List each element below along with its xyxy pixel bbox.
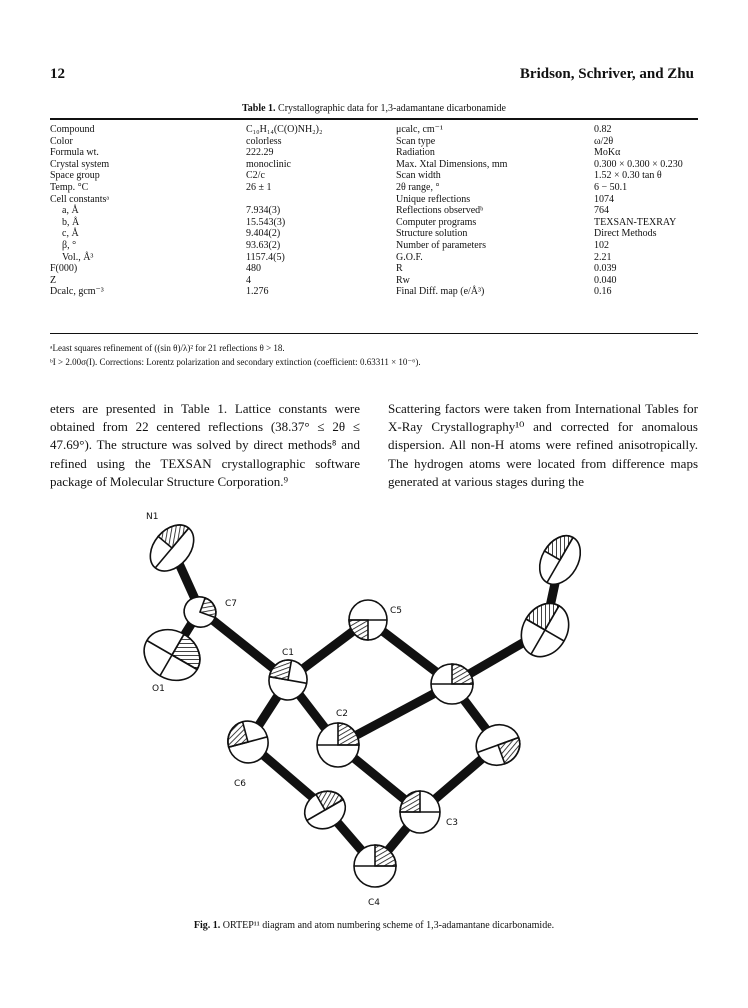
table-cell: Scan type <box>396 135 436 147</box>
atoms <box>135 517 589 887</box>
table-cell: Space group <box>50 170 100 182</box>
table-cell: Radiation <box>396 147 435 159</box>
figure-caption <box>0 920 748 931</box>
table-cell: μcalc, cm⁻¹ <box>396 124 443 135</box>
page-number: 12 <box>50 66 65 82</box>
atom-c11 <box>354 845 396 887</box>
table-cell: 6 − 50.1 <box>594 181 628 193</box>
table-cell: Structure solution <box>396 228 468 240</box>
table-cell: ω/2θ <box>594 135 614 147</box>
label-c2: C2 <box>336 709 349 719</box>
label-o1: O1 <box>152 684 165 694</box>
table-cell: Crystal system <box>50 158 110 170</box>
table-cell: colorless <box>246 135 282 147</box>
table-cell: Direct Methods <box>594 228 657 240</box>
table-cell: 764 <box>594 205 609 217</box>
table-cell: C2/c <box>246 170 265 182</box>
table-cell: Max. Xtal Dimensions, mm <box>396 158 508 170</box>
table-label: Table 1. <box>242 103 276 114</box>
table-cell: C₁₀H₁₄(C(O)NH₂)₂ <box>246 124 323 135</box>
table-cell: Computer programs <box>396 216 477 228</box>
bonds <box>172 548 560 866</box>
table-cell: 0.82 <box>594 124 612 135</box>
atom-c9 <box>512 595 578 665</box>
atom-c3 <box>431 664 473 704</box>
table-cell: Vol., Å³ <box>62 251 94 263</box>
table-cell: Dcalc, gcm⁻³ <box>50 286 104 298</box>
label-c3: C3 <box>446 818 459 828</box>
label-n1: N1 <box>146 512 159 522</box>
figure-caption-text: ORTEP¹¹ diagram and atom numbering scheme of 1,3-adamantane dicarbonamide. <box>222 920 555 931</box>
table-cell: Scan width <box>396 170 441 182</box>
body-text-left-column: eters are presented in Table 1. Lattice constants were obtained from 22 centered reflections (38.37° ≤ 2θ ≤ 47.69°). The structure was solved by direct methods⁸ and refined using the TEXSAN crystallographic software package of Molecular Structure Corporation.⁹ <box>50 401 360 489</box>
table-cell: 7.934(3) <box>246 205 281 217</box>
table-cell: 26 ± 1 <box>246 181 272 193</box>
table-cell: c, Å <box>62 228 79 240</box>
table-cell: 0.039 <box>594 263 617 275</box>
table-cell: 1.52 × 0.30 tan θ <box>594 170 662 182</box>
figure-label: Fig. 1. <box>193 920 221 931</box>
label-c4: C4 <box>368 898 381 908</box>
table-cell: Number of parameters <box>396 239 486 251</box>
atom-n2 <box>531 528 588 591</box>
table-cell: 1.276 <box>246 286 269 298</box>
table-cell: monoclinic <box>246 158 291 170</box>
label-c1: C1 <box>282 648 295 658</box>
table-cell: 4 <box>246 274 251 286</box>
table-cell: TEXSAN-TEXRAY <box>594 216 677 228</box>
label-c7: C7 <box>225 599 238 609</box>
atom-o1 <box>135 620 209 691</box>
table-cell: 15.543(3) <box>246 216 286 228</box>
table-cell: 1157.4(5) <box>246 251 285 263</box>
atom-c5 <box>349 600 387 640</box>
table-footnote-a: ᵃLeast squares refinement of ((sin θ)/λ)² for 21 reflections θ > 18. <box>50 343 285 353</box>
table-cell: Z <box>50 274 57 286</box>
label-c5: C5 <box>390 606 403 616</box>
table-cell: Reflections observedᵇ <box>396 205 484 217</box>
table-cell: 2.21 <box>594 251 612 263</box>
body-text-right-column: Scattering factors were taken from International Tables for X-Ray Crystallography¹⁰ and corrected for anomalous dispersion. All non-H atoms were refined anisotropically. The hydrogen atoms were located from difference maps generated at various stages during the <box>388 401 698 489</box>
table-cell: b, Å <box>62 216 80 228</box>
table-cell: F(000) <box>50 263 78 275</box>
table-cell: 102 <box>594 239 609 251</box>
table-cell: MoKα <box>594 147 621 159</box>
table-cell: Final Diff. map (e/Å³) <box>396 286 485 298</box>
table-cell: Color <box>50 135 73 147</box>
table-cell: 0.040 <box>594 274 617 286</box>
table-caption-text: Crystallographic data for 1,3-adamantane dicarbonamide <box>278 103 506 114</box>
label-c6: C6 <box>234 779 247 789</box>
table-cell: β, ° <box>62 239 77 251</box>
table-footnote-b: ᵇI > 2.00σ(I). Corrections: Lorentz polarization and secondary extinction (coefficient: 0.63311 × 10⁻⁶). <box>50 357 421 367</box>
table-cell: Rw <box>396 274 410 286</box>
table-cell: a, Å <box>62 205 79 217</box>
table-cell: Cell constantsᵃ <box>50 193 110 205</box>
table-cell: 0.16 <box>594 286 612 298</box>
table-cell: 2θ range, ° <box>396 181 440 193</box>
table-cell: G.O.F. <box>396 251 423 263</box>
running-head: Bridson, Schriver, and Zhu <box>519 66 694 82</box>
table-cell: 480 <box>246 263 261 275</box>
table-cell: Unique reflections <box>396 193 471 205</box>
table-cell: Formula wt. <box>50 147 99 159</box>
table-cell: 9.404(2) <box>246 228 281 240</box>
atom-c10 <box>400 791 440 833</box>
table-cell: 93.63(2) <box>246 239 281 251</box>
table-cell: Temp. °C <box>50 181 89 193</box>
table-cell: Compound <box>50 124 95 135</box>
table-cell: 1074 <box>594 193 614 205</box>
atom-n1 <box>141 517 202 580</box>
table-cell: R <box>396 263 403 275</box>
atom-c2 <box>317 723 359 767</box>
table-cell: 0.300 × 0.300 × 0.230 <box>594 158 683 170</box>
table-cell: 222.29 <box>246 147 274 159</box>
